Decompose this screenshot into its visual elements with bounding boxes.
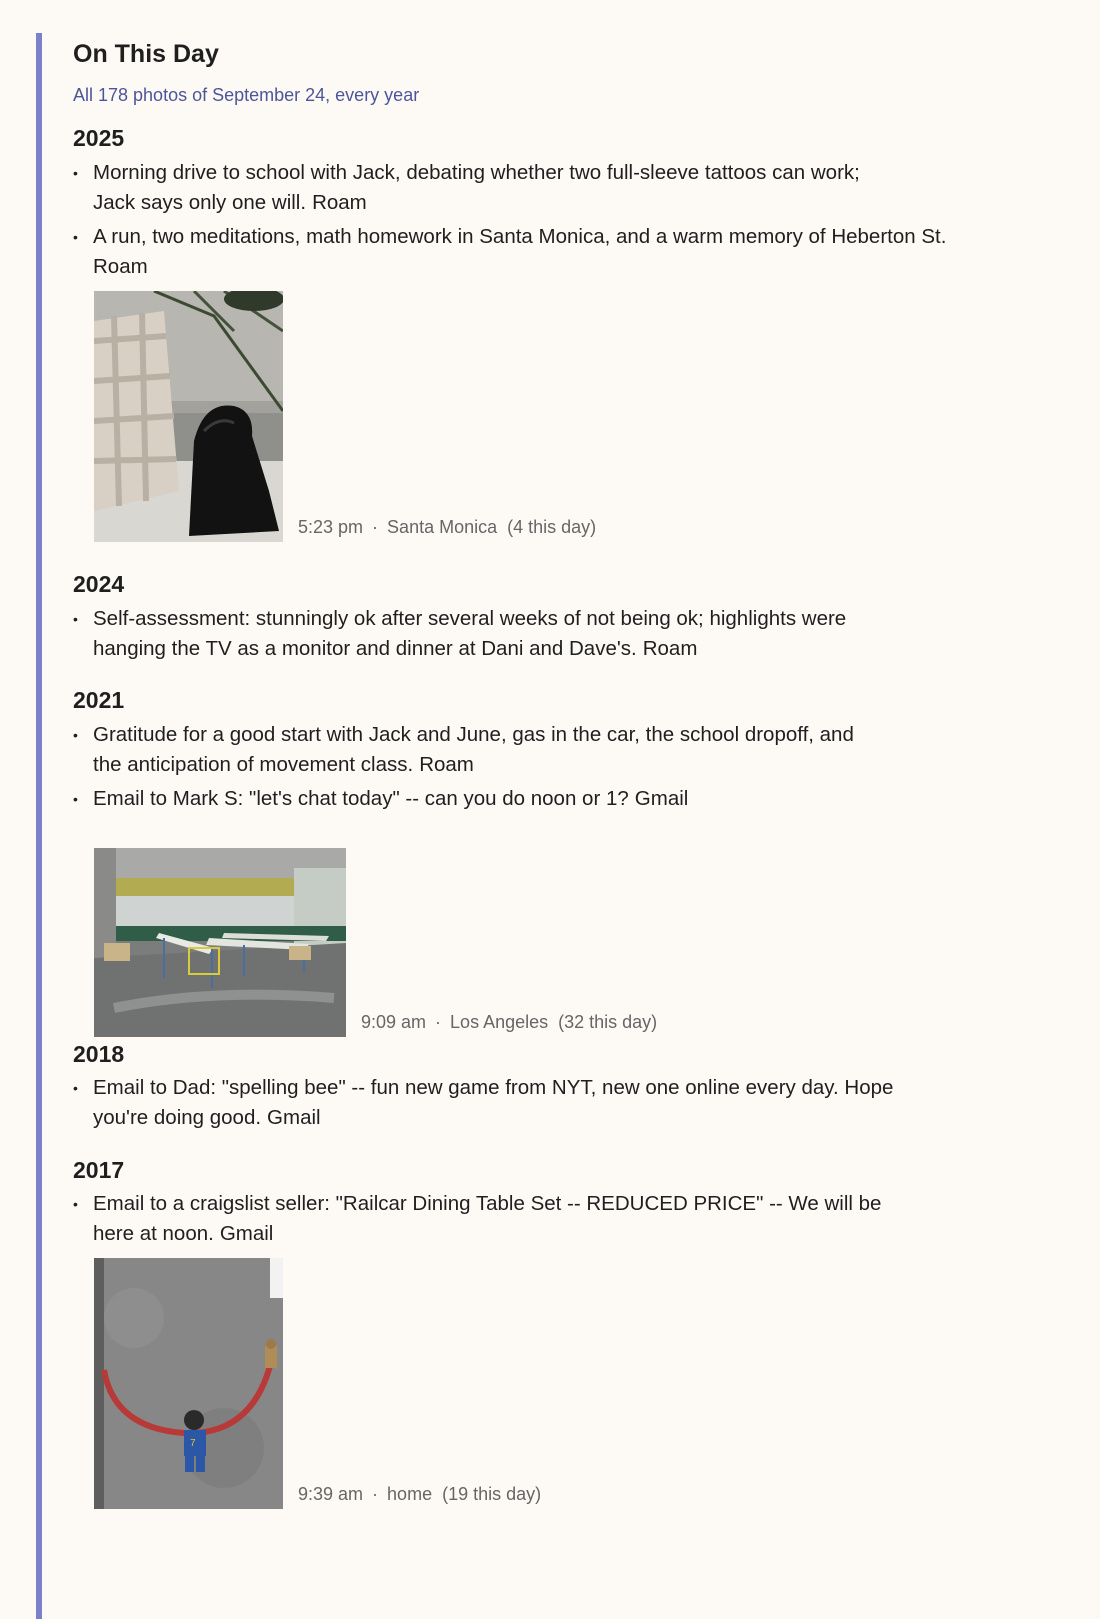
separator: · [435, 1012, 442, 1032]
photo-metadata [298, 1484, 541, 1505]
photo-count: (19 this day) [442, 1484, 542, 1504]
entry-text-cont: Jack says only one will. [93, 191, 307, 214]
bullet: • [73, 165, 78, 181]
entry-text-cont: here at noon. [93, 1222, 214, 1245]
photo-count: (4 this day) [507, 517, 597, 537]
entry-text-cont: hanging the TV as a monitor and dinner at Dani and Dave's. [93, 637, 637, 660]
on-this-day-panel [36, 33, 1036, 1619]
photo-thumbnail[interactable] [94, 1258, 283, 1509]
photo-metadata [298, 517, 596, 538]
photo-time: 5:23 pm [298, 517, 364, 537]
entry-text-cont: the anticipation of movement class. [93, 753, 414, 776]
bullet: • [73, 611, 78, 627]
page-title: On This Day [73, 40, 219, 68]
photo-time: 9:39 am [298, 1484, 364, 1504]
list-item [73, 1073, 1033, 1133]
photo-metadata [361, 1012, 657, 1033]
year-heading-2018: 2018 [73, 1041, 125, 1067]
year-heading-2021: 2021 [73, 687, 125, 713]
list-item [73, 222, 1033, 282]
photo-place: Los Angeles [450, 1012, 549, 1032]
year-heading-2024: 2024 [73, 571, 125, 597]
photo-count: (32 this day) [558, 1012, 658, 1032]
bullet: • [73, 791, 78, 807]
all-photos-link[interactable]: All 178 photos of September 24, every year [73, 85, 420, 105]
entry-text: Email to Dad: "spelling bee" -- fun new game from NYT, new one online every day. Hope [93, 1076, 894, 1099]
bullet: • [73, 229, 78, 245]
list-item [73, 784, 1033, 814]
entry-text: Email to a craigslist seller: "Railcar Dining Table Set -- REDUCED PRICE" -- We will be [93, 1192, 882, 1215]
separator: · [372, 1484, 379, 1504]
source-link[interactable]: Roam [312, 191, 367, 214]
source-link[interactable]: Roam [642, 637, 698, 660]
entry-text: Self-assessment: stunningly ok after several weeks of not being ok; highlights were [93, 607, 847, 630]
bullet: • [73, 1196, 78, 1212]
separator: · [372, 517, 379, 537]
photo-place: home [387, 1484, 433, 1504]
year-heading-2017: 2017 [73, 1157, 125, 1183]
list-item [73, 604, 1033, 664]
entry-text-cont: you're doing good. [93, 1106, 262, 1129]
source-link[interactable]: Gmail [219, 1222, 274, 1245]
entry-text: Gratitude for a good start with Jack and June, gas in the car, the school dropoff, and [93, 723, 854, 746]
photo-thumbnail[interactable] [94, 291, 283, 542]
photo-thumbnail[interactable] [94, 848, 346, 1037]
source-link[interactable]: Roam [93, 255, 148, 278]
year-heading-2025: 2025 [73, 125, 125, 151]
photo-time: 9:09 am [361, 1012, 427, 1032]
entry-text: A run, two meditations, math homework in Santa Monica, and a warm memory of Heberton St. [93, 225, 947, 248]
source-link[interactable]: Gmail [267, 1106, 321, 1129]
bullet: • [73, 727, 78, 743]
list-item [73, 1189, 1033, 1249]
svg-text:7: 7 [190, 1438, 196, 1449]
entry-text: Email to Mark S: "let's chat today" -- can you do noon or 1? [93, 787, 629, 810]
list-item [73, 720, 1033, 780]
list-item [73, 158, 1033, 218]
photo-place: Santa Monica [387, 517, 498, 537]
entry-text: Morning drive to school with Jack, debating whether two full-sleeve tattoos can work; [93, 161, 860, 184]
source-link[interactable]: Gmail [634, 787, 689, 810]
bullet: • [73, 1080, 78, 1096]
source-link[interactable]: Roam [419, 753, 474, 776]
